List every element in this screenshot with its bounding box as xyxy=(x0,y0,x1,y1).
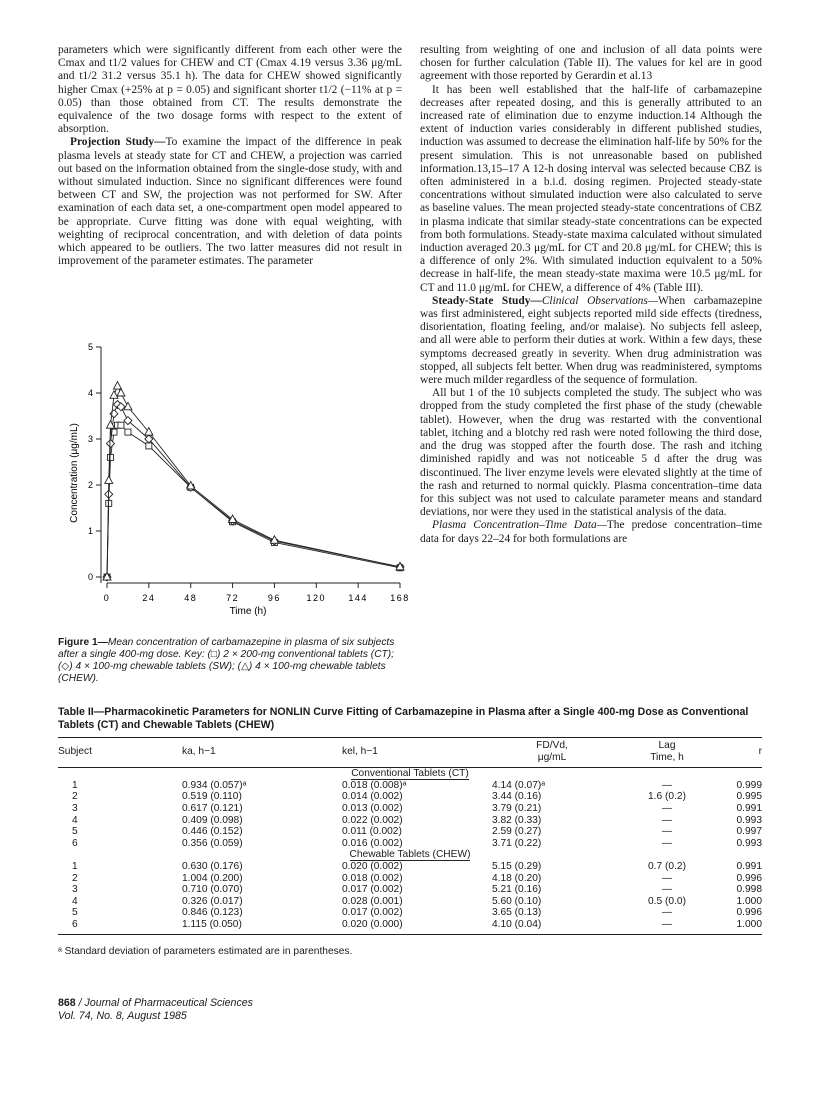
page-number: 868 xyxy=(58,997,76,1009)
cell-lag-time: — xyxy=(661,837,673,849)
data-point-square xyxy=(146,443,152,449)
group-name: Chewable Tablets (CHEW) xyxy=(349,849,471,861)
cell-fdvd: 4.14 (0.07)ᵃ xyxy=(492,779,546,791)
pharmacokinetic-table xyxy=(58,737,762,946)
cell-ka: 0.846 (0.123) xyxy=(182,907,243,919)
y-tick-label: 3 xyxy=(87,434,93,444)
paragraph: All but 1 of the 10 subjects completed the study. The subject who was dropped from the study completed the first phase of the study (chewable tablet). However, when the drug was restarted with the conventional tablet, itching and a blotchy red rash were noted following the third dose, and the drug was stopped after the fourth dose. The rash and itching diminished rapidly and was not noticeable 5 d after the drug was discontinued. The liver enzyme levels were elevated slightly at the time of the rash and returned to normal quickly. Plasma concentration–time data for this subject was not used to calculate parameter means and standard deviations, nor were they used in the statistical analysis of the data. xyxy=(420,387,762,519)
x-tick-label: 24 xyxy=(142,593,156,603)
paragraph-text: The predose concentration–time data for days 22–24 for both formulations are xyxy=(420,519,762,545)
paragraph-text: To examine the impact of the difference in peak plasma levels at steady state for CT and CHEW, a projection was carried out based on the information obtained from the single-dose study, with and without simulated induction. Since no significant differences were found between CT and SW, the projection was not performed for SW. After examination of each data set, a one-compartment open model appeared to be appropriate. Curve fitting was done with equal weighting, with weighting of reciprocal concentration, and with deletion of data points which appeared to be outliers. The two latter measures did not result in improvement of the parameter estimates. The parameter xyxy=(58,136,402,268)
cell-fdvd: 5.21 (0.16) xyxy=(492,884,542,896)
cell-subject: 2 xyxy=(72,872,78,884)
x-tick-label: 48 xyxy=(184,593,198,603)
journal-footer xyxy=(58,997,358,1023)
group-name: Conventional Tablets (CT) xyxy=(351,768,469,780)
x-axis-label: Time (h) xyxy=(229,606,267,617)
cell-kel: 0.028 (0.001) xyxy=(342,895,403,907)
cell-kel: 0.017 (0.002) xyxy=(342,907,403,919)
table-row xyxy=(58,791,762,803)
run-in-heading: Projection Study— xyxy=(70,136,166,149)
table-group-heading xyxy=(58,768,762,780)
cell-ka: 0.409 (0.098) xyxy=(182,814,243,826)
table-row xyxy=(58,815,762,827)
cell-ka: 0.519 (0.110) xyxy=(182,791,242,803)
chart-ticks xyxy=(88,342,410,603)
table-row xyxy=(58,907,762,919)
cell-ka: 0.617 (0.121) xyxy=(182,802,243,814)
x-tick-label: 96 xyxy=(267,593,281,603)
x-tick-label: 144 xyxy=(348,593,368,603)
cell-r: 0.995 xyxy=(736,791,762,803)
cell-ka: 0.326 (0.017) xyxy=(182,895,243,907)
cell-subject: 1 xyxy=(72,860,78,872)
paragraph xyxy=(420,295,762,387)
data-point-triangle xyxy=(124,402,132,410)
y-tick-label: 0 xyxy=(87,572,93,582)
table-row xyxy=(58,803,762,815)
cell-kel: 0.017 (0.002) xyxy=(342,884,403,896)
x-tick-label: 72 xyxy=(226,593,240,603)
cell-ka: 0.710 (0.070) xyxy=(182,884,243,896)
cell-fdvd: 3.65 (0.13) xyxy=(492,907,542,919)
y-tick-label: 2 xyxy=(87,480,93,490)
cell-subject: 4 xyxy=(72,814,78,826)
paragraph: parameters which were significantly different from each other were the Cmax and t1/2 values for CHEW and CT (Cmax 4.19 versus 3.36 μg/mL and t1/2 31.2 versus 35.1 h). The data for CHEW showed significantly higher Cmax (+25% at p = 0.05) and significant shorter t1/2 (−11% at p = 0.05) than those obtained from CT. The results demonstrate the equivalence of the two dosage forms with respect to the extent of absorption. xyxy=(58,44,402,136)
cell-r: 1.000 xyxy=(736,918,762,930)
run-in-heading: Steady-State Study— xyxy=(432,294,542,307)
cell-r: 0.996 xyxy=(736,907,762,919)
cell-lag-time: 0.5 (0.0) xyxy=(648,895,686,907)
cell-lag-time: — xyxy=(661,814,673,826)
table-footnote: ᵃ Standard deviation of parameters estimated are in parentheses. xyxy=(58,946,353,957)
cell-subject: 2 xyxy=(72,791,78,803)
table-title: Table II—Pharmacokinetic Parameters for NONLIN Curve Fitting of Carbamazepine in Plasma after a Single 400-mg Dose as Conventional Tablets (CT) and Chewable Tablets (CHEW) xyxy=(58,706,749,731)
cell-fdvd: 3.82 (0.33) xyxy=(492,814,542,826)
cell-fdvd: 3.44 (0.16) xyxy=(492,791,542,803)
cell-fdvd: 5.60 (0.10) xyxy=(492,895,542,907)
cell-fdvd: 4.10 (0.04) xyxy=(492,918,542,930)
chart-series xyxy=(103,382,404,581)
table-row xyxy=(58,873,762,885)
header-fdvd: FD/Vd, μg/mL xyxy=(536,740,568,763)
cell-subject: 5 xyxy=(72,907,78,919)
cell-subject: 3 xyxy=(72,884,78,896)
cell-r: 0.997 xyxy=(736,826,762,838)
table-header-row xyxy=(58,738,762,768)
cell-kel: 0.018 (0.008)ᵃ xyxy=(342,779,407,791)
journal-name: / Journal of Pharmaceutical Sciences xyxy=(75,997,253,1009)
cell-subject: 6 xyxy=(72,837,78,849)
cell-lag-time: — xyxy=(661,884,673,896)
data-point-triangle xyxy=(105,476,113,484)
table-row xyxy=(58,919,762,934)
y-tick-label: 1 xyxy=(87,526,93,536)
cell-lag-time: — xyxy=(661,802,673,814)
run-in-subheading: Plasma Concentration–Time Data— xyxy=(432,519,607,532)
cell-fdvd: 3.71 (0.22) xyxy=(492,837,542,849)
table-row xyxy=(58,780,762,792)
table-row xyxy=(58,896,762,908)
data-point-triangle xyxy=(113,382,121,390)
cell-ka: 0.446 (0.152) xyxy=(182,826,243,838)
paragraph: resulting from weighting of one and inclusion of all data points were chosen for further calculation (Table II). The values for kel are in good agreement with those reported by Gerardin et al.13 xyxy=(420,44,762,83)
header-lag-time: Lag Time, h xyxy=(650,740,684,763)
table-row xyxy=(58,884,762,896)
header-r: r xyxy=(758,745,762,757)
data-point-square xyxy=(118,422,124,428)
right-column xyxy=(420,44,762,546)
cell-kel: 0.020 (0.002) xyxy=(342,860,403,872)
y-tick-label: 5 xyxy=(87,342,93,352)
cell-subject: 1 xyxy=(72,779,78,791)
figure-caption-label: Figure 1— xyxy=(58,637,108,648)
cell-fdvd: 5.15 (0.29) xyxy=(492,860,542,872)
cell-ka: 0.934 (0.057)ᵃ xyxy=(182,779,247,791)
data-point-square xyxy=(125,429,131,435)
cell-lag-time: — xyxy=(661,918,673,930)
series-line-triangle xyxy=(107,386,400,577)
cell-lag-time: — xyxy=(661,826,673,838)
cell-r: 0.999 xyxy=(736,779,762,791)
figure-1 xyxy=(40,335,410,635)
cell-kel: 0.014 (0.002) xyxy=(342,791,403,803)
cell-r: 0.991 xyxy=(736,802,762,814)
cell-lag-time: 0.7 (0.2) xyxy=(648,860,686,872)
figure-caption-text: Mean concentration of carbamazepine in plasma of six subjects after a single 400-mg dose. Key: (□) 2 × 200-mg conventional tablets (CT); (◇) 4 × 100-mg chewable tablets (SW); (△) 4 × 100-mg chewable tablets (CHEW). xyxy=(58,637,395,684)
cell-kel: 0.020 (0.000) xyxy=(342,918,403,930)
cell-r: 0.993 xyxy=(736,837,762,849)
cell-fdvd: 4.18 (0.20) xyxy=(492,872,542,884)
cell-kel: 0.011 (0.002) xyxy=(342,826,402,838)
x-tick-label: 168 xyxy=(390,593,410,603)
y-tick-label: 4 xyxy=(87,388,93,398)
cell-r: 0.993 xyxy=(736,814,762,826)
cell-kel: 0.022 (0.002) xyxy=(342,814,403,826)
cell-ka: 1.004 (0.200) xyxy=(182,872,243,884)
cell-r: 0.991 xyxy=(736,860,762,872)
table-row xyxy=(58,838,762,850)
cell-subject: 3 xyxy=(72,802,78,814)
journal-volume: Vol. 74, No. 8, August 1985 xyxy=(58,1010,187,1022)
cell-r: 1.000 xyxy=(736,895,762,907)
paragraph-text: When carbamazepine was first administered, eight subjects reported mild side effects (tiredness, disorientation, floating feeling, and/or malaise). No subjects fell asleep, and all were able to perform their duties at work. Within a few days, these symptoms decreased greatly in severity. When drug administration was stopped, all subjects felt better. When drug was readministered, symptoms were much milder regardless of the sequence of formulation. xyxy=(420,294,762,387)
cell-subject: 5 xyxy=(72,826,78,838)
cell-subject: 4 xyxy=(72,895,78,907)
cell-ka: 0.630 (0.176) xyxy=(182,860,243,872)
table-group-chew xyxy=(58,849,762,934)
data-point-triangle xyxy=(117,389,125,397)
cell-lag-time: — xyxy=(661,907,673,919)
chart-axes xyxy=(101,347,400,583)
header-subject: Subject xyxy=(58,745,92,757)
table-row xyxy=(58,826,762,838)
cell-ka: 1.115 (0.050) xyxy=(182,918,242,930)
figure-caption xyxy=(58,637,402,685)
cell-kel: 0.013 (0.002) xyxy=(342,802,403,814)
cell-r: 0.998 xyxy=(736,884,762,896)
cell-lag-time: — xyxy=(661,872,673,884)
cell-lag-time: — xyxy=(661,779,673,791)
left-column xyxy=(58,44,402,268)
table-group-ct xyxy=(58,768,762,850)
paragraph xyxy=(58,136,402,268)
header-ka: ka, h−1 xyxy=(182,745,216,757)
x-tick-label: 120 xyxy=(306,593,327,603)
cell-ka: 0.356 (0.059) xyxy=(182,837,243,849)
data-point-diamond xyxy=(106,440,114,448)
cell-lag-time: 1.6 (0.2) xyxy=(648,791,686,803)
cell-kel: 0.018 (0.002) xyxy=(342,872,403,884)
x-tick-label: 0 xyxy=(103,593,111,603)
cell-fdvd: 3.79 (0.21) xyxy=(492,802,542,814)
concentration-time-chart xyxy=(40,335,410,635)
table-group-heading xyxy=(58,849,762,861)
paragraph: It has been well established that the half-life of carbamazepine decreases after repeated dosing, and this is generally attributed to an increased rate of elimination due to enzyme induction.14 Although the extent of induction varies considerably in different published studies, induction was assumed to decrease the elimination half-life by 50% for the present simulation. This is not unreasonable based on published information.13,15–17 A 12-h dosing interval was selected because CBZ is often administered in a b.i.d. dosing regimen. Projected steady-state concentrations without simulated induction were also calculated to serve as baseline values. The mean projected steady-state concentrations of CBZ in plasma indicate that similar steady-state concentrations can be expected from both formulations. Steady-state maxima calculated without simulated induction averaged 20.3 μg/mL for CT and 20.8 μg/mL for CHEW; this is a difference of only 2%. With simulated induction equivalent to a 50% decrease in half-life, the mean steady-state maxima were 10.5 μg/mL for CT and 11.0 μg/mL for CHEW, a difference of 4% (Table III). xyxy=(420,83,762,294)
table-row xyxy=(58,861,762,873)
run-in-subheading: Clinical Observations— xyxy=(541,294,658,307)
header-kel: kel, h−1 xyxy=(342,745,378,757)
paragraph xyxy=(420,519,762,545)
data-point-triangle xyxy=(110,391,118,399)
y-axis-label: Concentration (μg/mL) xyxy=(69,423,80,523)
cell-kel: 0.016 (0.002) xyxy=(342,837,403,849)
cell-subject: 6 xyxy=(72,918,78,930)
series-line-diamond xyxy=(107,405,400,578)
cell-fdvd: 2.59 (0.27) xyxy=(492,826,542,838)
cell-r: 0.996 xyxy=(736,872,762,884)
